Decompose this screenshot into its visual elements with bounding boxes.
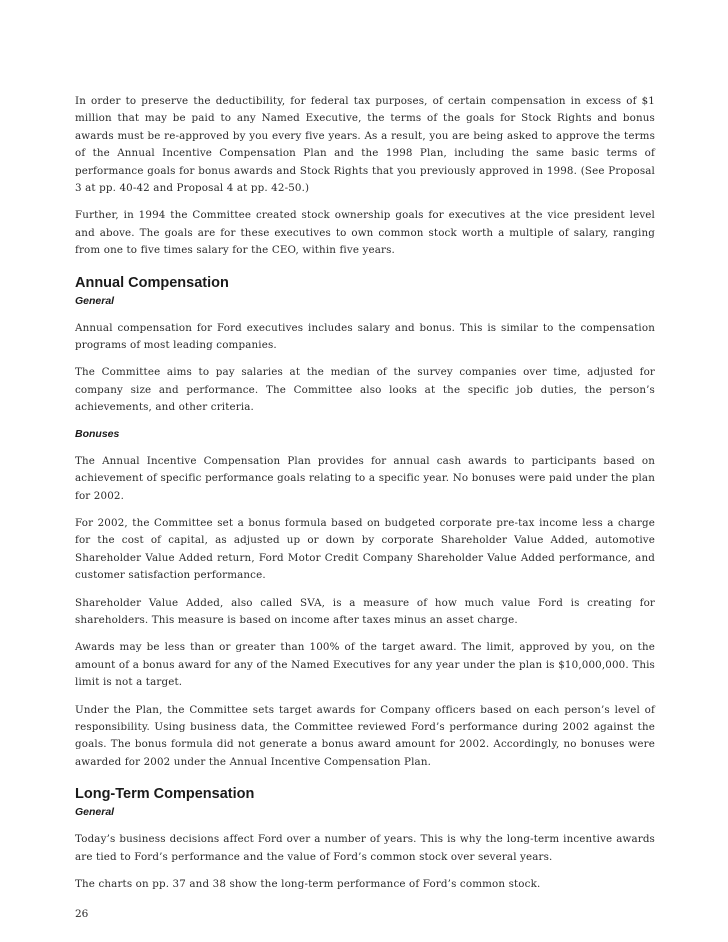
long-term-general-paragraph-1: Today’s business decisions affect Ford over a number of years. This is why the long-term incentive awards are tied to Ford’s performance and the value of Ford’s common stock over several years. bbox=[75, 833, 655, 863]
bonuses-paragraph-2: For 2002, the Committee set a bonus formula based on budgeted corporate pre-tax income less a charge for the cost of capital, as adjusted up or down by corporate Shareholder Value Added, automotive Shareholder Value Added return, Ford Motor Credit Company Shareholder Value Added performance, and customer satisfaction performance. bbox=[75, 516, 655, 582]
bonuses-paragraph-5: Under the Plan, the Committee sets target awards for Company officers based on each person’s level of responsibility. Using business data, the Committee reviewed Ford’s performance during 2002 against the goals. The bonus formula did not generate a bonus award amount for 2002. Accordingly, no bonuses were awarded for 2002 under the Annual Incentive Compensation Plan. bbox=[75, 703, 655, 768]
intro-paragraph-2: Further, in 1994 the Committee created stock ownership goals for executives at the vice president level and above. The goals are for these executives to own common stock worth a multiple of salary, ranging from one to five times salary for the CEO, within five years. bbox=[75, 209, 655, 257]
long-term-general-subheading: General bbox=[75, 806, 115, 819]
annual-general-paragraph-1: Annual compensation for Ford executives includes salary and bonus. This is similar to the compensation programs of most leading companies. bbox=[75, 321, 655, 352]
long-term-general-paragraph-2: The charts on pp. 37 and 38 show the long-term performance of Ford’s common stock. bbox=[75, 878, 541, 890]
bonuses-paragraph-1: The Annual Incentive Compensation Plan provides for annual cash awards to participants based on achievement of specific performance goals relating to a specific year. No bonuses were paid under the plan for 2002. bbox=[75, 454, 655, 502]
page-number: 26 bbox=[75, 908, 89, 921]
intro-paragraph-1: In order to preserve the deductibility, for federal tax purposes, of certain compensation in excess of $1 million that may be paid to any Named Executive, the terms of the goals for Stock Rights and bonus awards must be re-approved by you every five years. As a result, you are being asked to approve the terms of the Annual Incentive Compensation Plan and the 1998 Plan, including the same basic terms of performance goals for bonus awards and Stock Rights that you previously approved in 1998. (See Proposal 3 at pp. 40-42 and Proposal 4 at pp. 42-50.) bbox=[75, 95, 655, 195]
annual-general-paragraph-2: The Committee aims to pay salaries at the median of the survey companies over time, adjusted for company size and performance. The Committee also looks at the specific job duties, the person’s achievements, and other criteria. bbox=[75, 366, 655, 414]
bonuses-paragraph-4: Awards may be less than or greater than 100% of the target award. The limit, approved by you, on the amount of a bonus award for any of the Named Executives for any year under the plan is $10,000,000. This limit is not a target. bbox=[75, 641, 655, 689]
document-page bbox=[75, 93, 655, 921]
bonuses-subheading: Bonuses bbox=[75, 427, 120, 440]
long-term-compensation-heading: Long-Term Compensation bbox=[75, 786, 255, 803]
annual-compensation-heading: Annual Compensation bbox=[75, 274, 229, 291]
annual-general-subheading: General bbox=[75, 294, 115, 307]
bonuses-paragraph-3: Shareholder Value Added, also called SVA, is a measure of how much value Ford is creating for shareholders. This measure is based on income after taxes minus an asset charge. bbox=[75, 596, 655, 626]
